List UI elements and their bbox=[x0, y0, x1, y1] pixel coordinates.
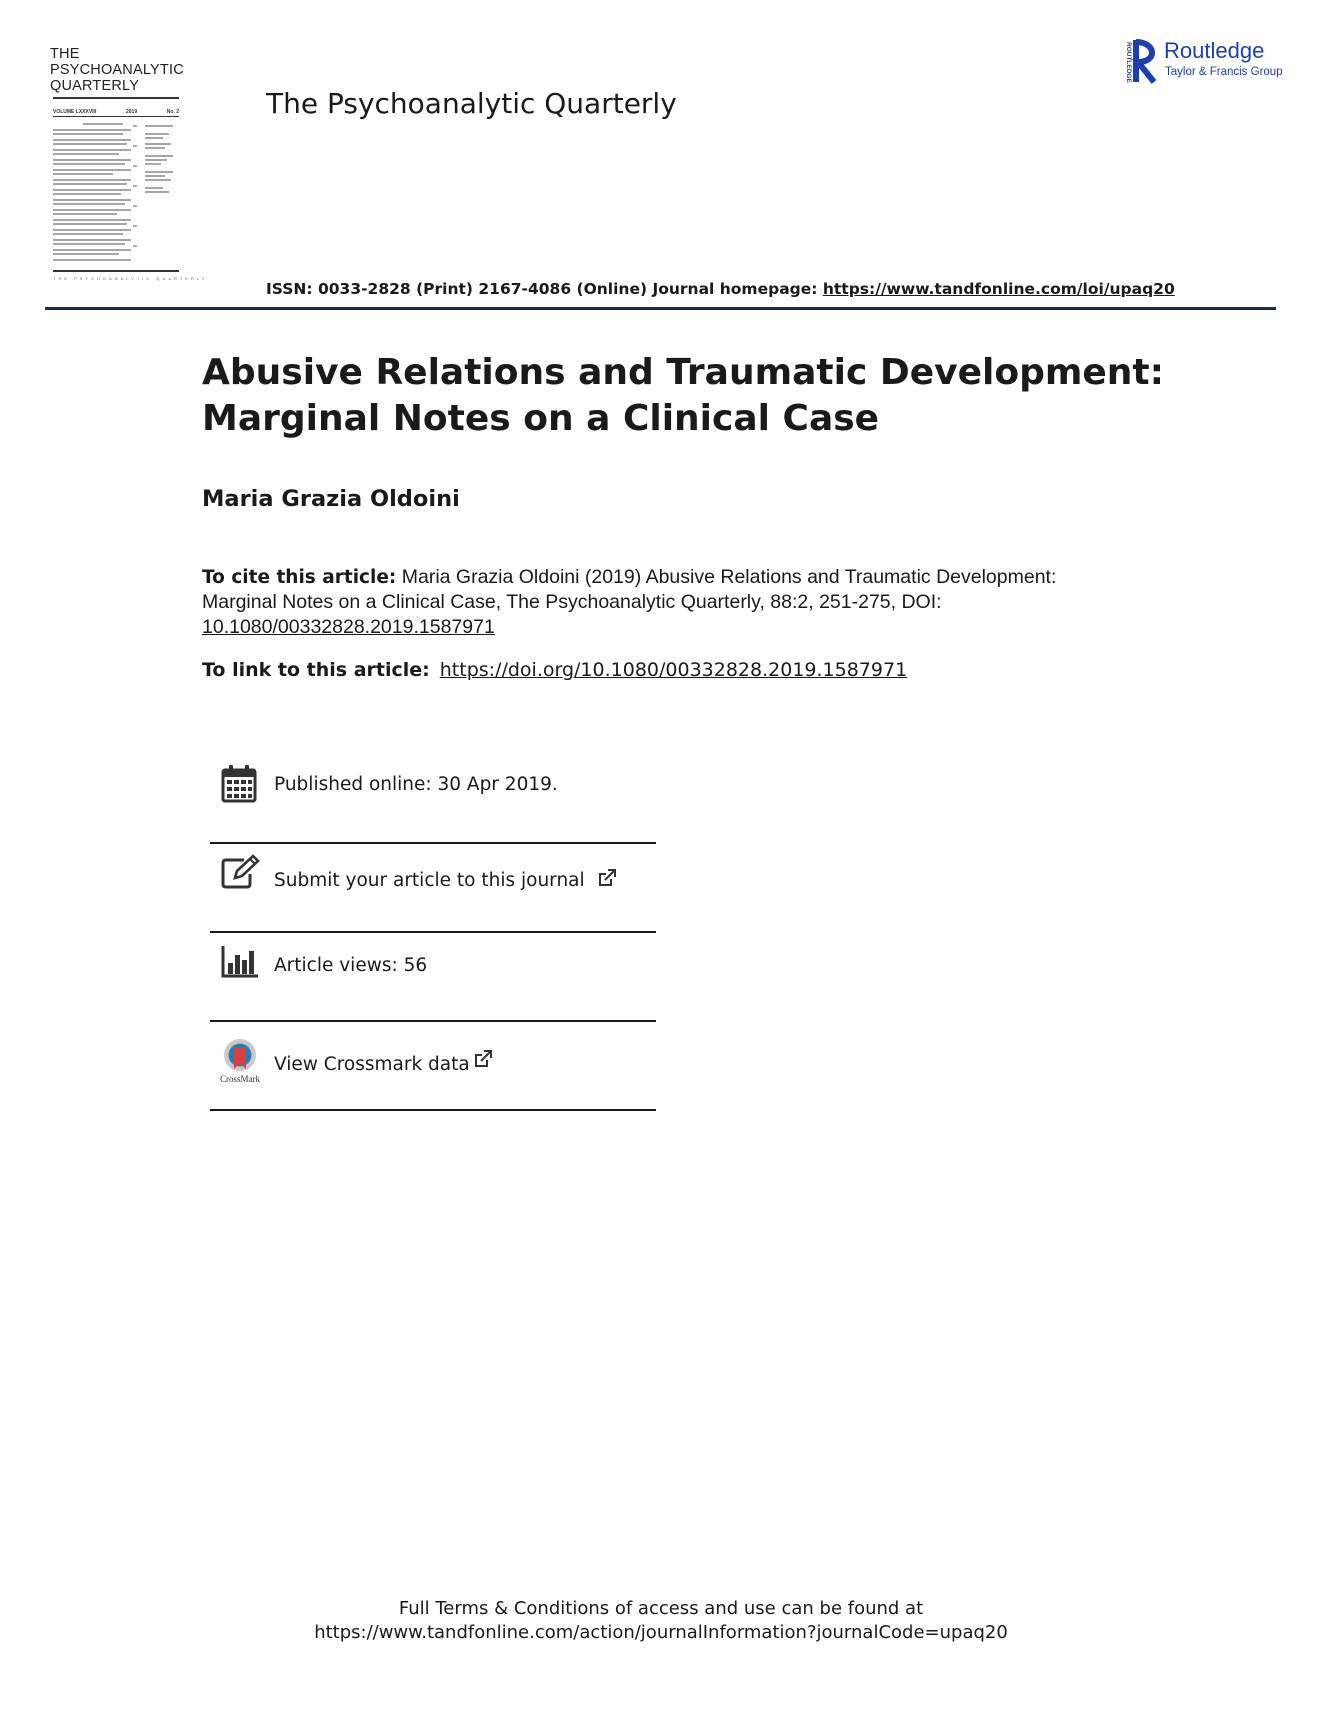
cover-divider bbox=[53, 97, 179, 99]
crossmark-logo-text: CrossMark bbox=[220, 1074, 260, 1084]
cover-year: 2019 bbox=[125, 109, 138, 115]
footer-line: Full Terms & Conditions of access and use can be found at bbox=[398, 1598, 924, 1619]
info-divider bbox=[210, 1020, 656, 1022]
info-divider bbox=[210, 1109, 656, 1111]
citation-doi-link[interactable]: 10.1080/00332828.2019.1587971 bbox=[202, 616, 495, 638]
info-divider bbox=[210, 931, 656, 933]
published-online-text: Published online: 30 Apr 2019. bbox=[274, 774, 558, 795]
cover-footer: THE PSYCHOANALYTIC QUARTERLY bbox=[53, 276, 208, 281]
crossmark-label: View Crossmark data bbox=[274, 1054, 470, 1075]
header-rule bbox=[45, 307, 1276, 310]
external-link-icon bbox=[473, 1049, 493, 1069]
cover-title-line: THE bbox=[50, 46, 80, 62]
routledge-logo bbox=[1124, 38, 1284, 86]
article-views-text: Article views: 56 bbox=[274, 955, 428, 976]
article-link-line bbox=[202, 659, 907, 681]
journal-name: The Psychoanalytic Quarterly bbox=[266, 87, 677, 120]
cover-contents-lines bbox=[53, 120, 188, 270]
article-title-line: Abusive Relations and Traumatic Development: bbox=[202, 352, 1164, 393]
journal-cover-thumbnail bbox=[50, 46, 208, 286]
calendar-icon bbox=[220, 764, 258, 804]
cover-title-line: PSYCHOANALYTIC bbox=[50, 62, 184, 78]
cover-divider bbox=[53, 270, 179, 272]
cover-number: No. 2 bbox=[166, 109, 179, 115]
terms-footer bbox=[0, 1597, 1322, 1645]
cover-meta bbox=[53, 109, 179, 115]
publisher-name: Routledge bbox=[1164, 38, 1265, 63]
citation-label: To cite this article: bbox=[202, 567, 397, 588]
routledge-vertical-text: ROUTLEDGE bbox=[1125, 42, 1132, 83]
cover-divider bbox=[53, 116, 179, 117]
issn-line bbox=[266, 280, 1175, 298]
article-title-line: Marginal Notes on a Clinical Case bbox=[202, 398, 880, 439]
routledge-r-icon bbox=[1124, 38, 1160, 84]
external-link-icon bbox=[597, 868, 617, 888]
bar-chart-icon bbox=[220, 945, 260, 979]
citation-text: Maria Grazia Oldoini (2019) Abusive Relations and Traumatic Development: Marginal Notes on a Clinical Case, The Psychoanalytic Quarterly, 88:2, 251-275, DOI: bbox=[202, 566, 1057, 613]
article-author: Maria Grazia Oldoini bbox=[202, 486, 460, 512]
cover-volume: VOLUME LXXXVIII bbox=[53, 109, 97, 115]
article-doi-link[interactable]: https://doi.org/10.1080/00332828.2019.1587971 bbox=[439, 659, 908, 681]
issn-text: ISSN: 0033-2828 (Print) 2167-4086 (Online) Journal homepage: bbox=[266, 280, 823, 298]
submit-article-link[interactable] bbox=[274, 868, 617, 891]
cover-title-line: QUARTERLY bbox=[50, 78, 140, 94]
submit-article-label: Submit your article to this journal bbox=[274, 870, 585, 891]
footer-terms-link[interactable]: https://www.tandfonline.com/action/journalInformation?journalCode=upaq20 bbox=[314, 1622, 1008, 1643]
article-title bbox=[202, 350, 1202, 442]
edit-icon bbox=[220, 854, 260, 890]
link-label: To link to this article: bbox=[202, 659, 430, 681]
citation-block bbox=[202, 565, 1122, 640]
journal-homepage-link[interactable]: https://www.tandfonline.com/loi/upaq20 bbox=[822, 280, 1175, 298]
info-divider bbox=[210, 842, 656, 844]
crossmark-link[interactable] bbox=[274, 1049, 493, 1075]
crossmark-icon bbox=[220, 1038, 264, 1084]
publisher-group: Taylor & Francis Group bbox=[1165, 66, 1283, 78]
